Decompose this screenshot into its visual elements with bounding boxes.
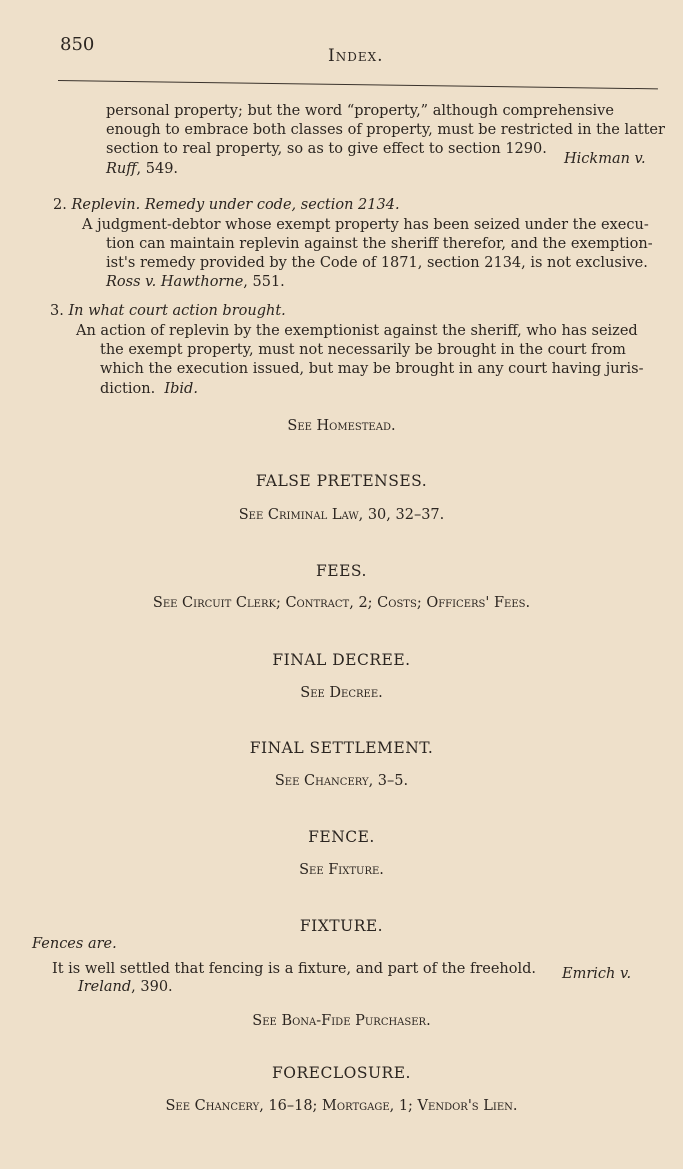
header-rule [58, 80, 658, 89]
case-citation-end [106, 160, 178, 179]
item-2-heading [53, 196, 400, 215]
item-3-line: An action of replevin by the exemptionist against the sheriff, who has seized [76, 323, 638, 339]
cross-reference: See Decree. [300, 685, 383, 701]
item-3-line: the exempt property, must not necessarily be brought in the court from [100, 342, 626, 358]
continuation-line: enough to embrace both classes of property, must be restricted in the latter [106, 122, 665, 138]
item-2-line: A judgment-debtor whose exempt property has been seized under the execu- [82, 217, 649, 233]
case-page: , 551. [243, 274, 285, 290]
cross-reference: See Circuit Clerk; Contract, 2; Costs; Officers' Fees. [152, 595, 531, 611]
item-heading: Replevin. Remedy under code, section 2134. [71, 197, 400, 213]
cross-reference: See Chancery, 3–5. [274, 773, 409, 789]
cross-reference: See Criminal Law, 30, 32–37. [238, 507, 445, 523]
continuation-line: section to real property, so as to give effect to section 1290. [106, 141, 547, 157]
item-3-heading [50, 302, 286, 321]
item-3-text: diction. [100, 381, 156, 397]
cross-reference: See Bona-Fide Purchaser. [252, 1013, 431, 1029]
item-number: 2. [53, 197, 67, 213]
entry-title: FINAL DECREE. [272, 651, 411, 669]
fixture-line: It is well settled that fencing is a fixture, and part of the freehold. [52, 961, 537, 977]
subheading: Fences are. [32, 936, 117, 952]
case-page: , 549. [136, 161, 179, 177]
case-name: Ruff [106, 161, 137, 177]
item-3-line: which the execution issued, but may be brought in any court having juris- [100, 361, 644, 377]
item-2-line: ist's remedy provided by the Code of 1871, section 2134, is not exclusive. [106, 255, 648, 271]
case-page: , 390. [131, 979, 173, 995]
cross-reference: See Chancery, 16–18; Mortgage, 1; Vendor's Lien. [165, 1098, 518, 1114]
item-heading: In what court action brought. [68, 303, 286, 319]
continuation-line: personal property; but the word “property,” although comprehensive [106, 103, 614, 119]
case-name: Ibid. [164, 381, 198, 397]
case-citation: Hickman v. [564, 151, 646, 167]
cross-reference: See Homestead. [287, 418, 396, 434]
case-name: Ireland [78, 979, 132, 995]
fixture-citation-end [78, 978, 173, 997]
entry-title: FENCE. [308, 828, 375, 846]
entry-title: FEES. [316, 562, 367, 580]
entry-title: FORECLOSURE. [272, 1064, 411, 1082]
case-name: Ross v. Hawthorne [106, 274, 244, 290]
item-3-line-end [100, 380, 198, 399]
case-citation: Emrich v. [562, 966, 632, 982]
item-number: 3. [50, 303, 64, 319]
cross-reference: See Fixture. [299, 862, 384, 878]
entry-title: FINAL SETTLEMENT. [249, 739, 434, 757]
entry-title: FALSE PRETENSES. [255, 472, 428, 490]
item-2-citation [106, 273, 285, 292]
running-head: Index. [328, 46, 384, 66]
entry-title: FIXTURE. [299, 917, 384, 935]
item-2-line: tion can maintain replevin against the sheriff therefor, and the exemption- [106, 236, 653, 252]
page-number: 850 [60, 34, 95, 55]
